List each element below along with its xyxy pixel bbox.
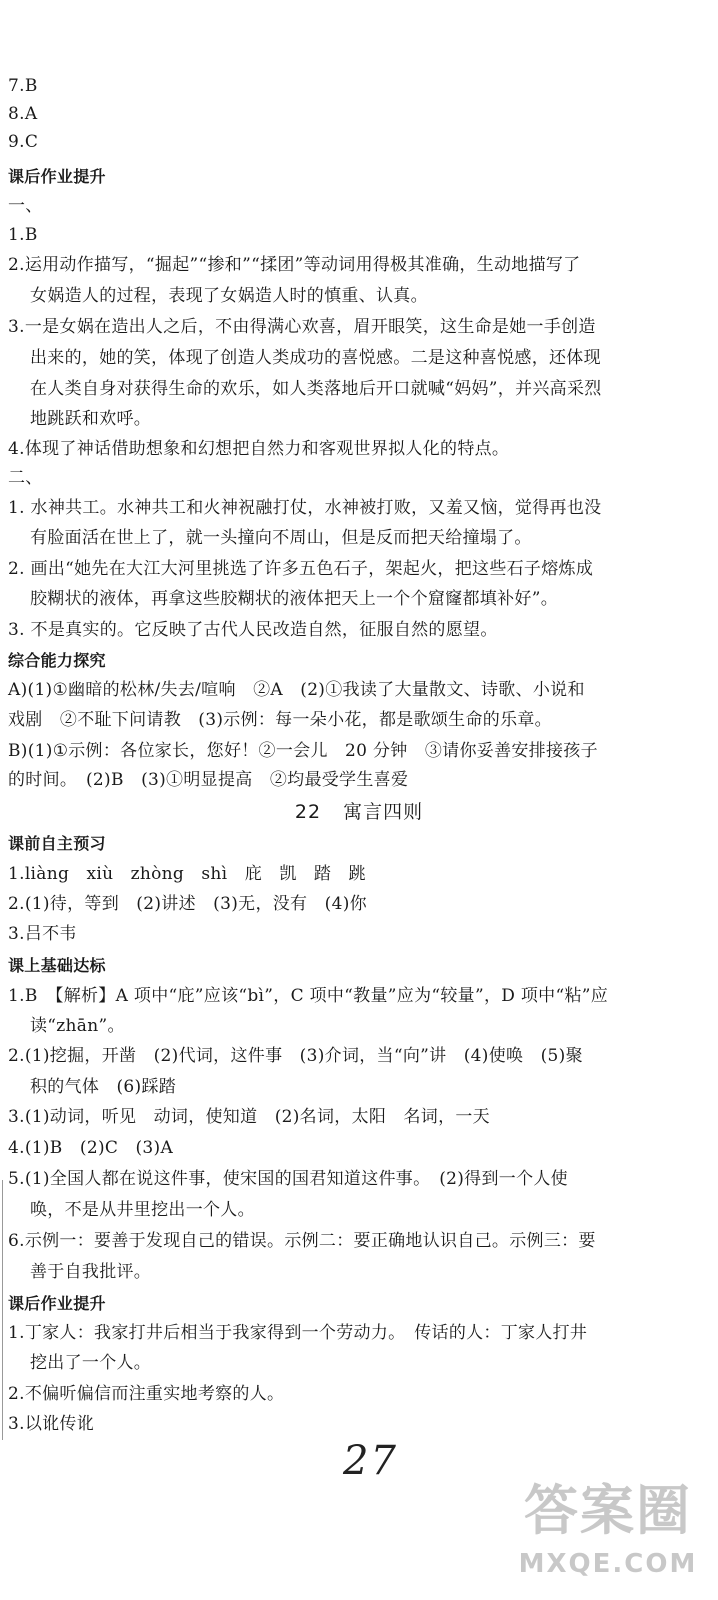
section-heading: 综合能力探究 xyxy=(8,651,106,670)
answer-line: 胶糊状的液体，再拿这些胶糊状的液体把天上一个个窟窿都填补好”。 xyxy=(30,589,558,609)
answer-line: 2.不偏听偏信而注重实地考察的人。 xyxy=(8,1384,285,1404)
watermark-site-text: MXQE.COM xyxy=(518,1549,698,1579)
answer-line: 1.liàng xiù zhòng shì 庇 凯 踏 跳 xyxy=(8,864,366,884)
answer-line: 4.体现了神话借助想象和幻想把自然力和客观世界拟人化的特点。 xyxy=(8,439,510,459)
page-number: 27 xyxy=(343,1438,398,1484)
answer-line: 6.示例一：要善于发现自己的错误。示例二：要正确地认识自己。示例三：要 xyxy=(8,1231,596,1251)
answer-line: 1.丁家人：我家打井后相当于我家得到一个劳动力。 传话的人：丁家人打井 xyxy=(8,1323,588,1343)
answer-line: 3.吕不韦 xyxy=(8,924,77,944)
chapter-number: 22 xyxy=(294,801,322,823)
answer-line: 1.B 【解析】A 项中“庇”应该“bì”，C 项中“教量”应为“较量”，D 项中“粘”应 xyxy=(8,986,609,1006)
watermark-logo xyxy=(508,1476,708,1594)
answer-line: 3.(1)动词，听见 动词，使知道 (2)名词，太阳 名词，一天 xyxy=(8,1107,490,1127)
answer-line: 4.(1)B (2)C (3)A xyxy=(8,1138,174,1158)
section-heading: 课前自主预习 xyxy=(8,834,106,853)
answer-line: 出来的，她的笑，体现了创造人类成功的喜悦感。二是这种喜悦感，还体现 xyxy=(30,348,601,368)
answer-line: 9.C xyxy=(8,132,39,152)
answer-line: A)(1)①幽暗的松林/失去/喧响 ②A (2)①我读了大量散文、诗歌、小说和 xyxy=(8,680,585,700)
answer-line: 在人类自身对获得生命的欢乐，如人类落地后开口就喊“妈妈”，并兴高采烈 xyxy=(30,379,602,399)
answer-line: 3.以讹传讹 xyxy=(8,1414,95,1434)
answer-line: 女娲造人的过程，表现了女娲造人时的慎重、认真。 xyxy=(30,286,428,306)
answer-line: 2.(1)挖掘，开凿 (2)代词，这件事 (3)介词，当“向”讲 (4)使唤 (5)聚 xyxy=(8,1046,583,1066)
answer-line: 7.B xyxy=(8,76,38,96)
answer-line: B)(1)①示例：各位家长，您好！②一会儿 20 分钟 ③请你妥善安排接孩子 xyxy=(8,741,598,761)
section-heading: 课后作业提升 xyxy=(8,1294,106,1313)
answer-line: 唤，不是从井里挖出一个人。 xyxy=(30,1200,255,1220)
section-heading: 课上基础达标 xyxy=(8,956,106,975)
section-heading: 课后作业提升 xyxy=(8,167,106,186)
answer-line: 1. 水神共工。水神共工和火神祝融打仗，水神被打败，又羞又恼，觉得再也没 xyxy=(8,498,602,518)
answer-line: 2. 画出“她先在大江大河里挑选了许多五色石子，架起火，把这些石子熔炼成 xyxy=(8,559,594,579)
answer-line: 积的气体 (6)踩踏 xyxy=(30,1077,177,1097)
answer-line: 戏剧 ②不耻下问请教 (3)示例：每一朵小花，都是歌颂生命的乐章。 xyxy=(8,710,552,730)
answer-line: 挖出了一个人。 xyxy=(30,1353,152,1373)
watermark-logo-text: 答案圈 xyxy=(524,1479,692,1542)
part-heading: 二、 xyxy=(8,468,43,488)
answer-line: 有脸面活在世上了，就一头撞向不周山，但是反而把天给撞塌了。 xyxy=(30,528,532,548)
answer-line: 2.(1)待，等到 (2)讲述 (3)无，没有 (4)你 xyxy=(8,894,367,914)
answer-line: 读“zhān”。 xyxy=(30,1016,125,1036)
answer-line: 的时间。 (2)B (3)①明显提高 ②均最受学生喜爱 xyxy=(8,770,409,790)
answer-line: 5.(1)全国人都在说这件事，使宋国的国君知道这件事。 (2)得到一个人使 xyxy=(8,1169,568,1189)
chapter-name: 寓言四则 xyxy=(343,801,424,823)
answer-line: 1.B xyxy=(8,225,38,245)
answer-line: 3. 不是真实的。它反映了古代人民改造自然，征服自然的愿望。 xyxy=(8,620,498,640)
answer-line: 2.运用动作描写，“掘起”“掺和”“揉团”等动词用得极其准确，生动地描写了 xyxy=(8,255,581,275)
answer-line: 3.一是女娲在造出人之后，不由得满心欢喜，眉开眼笑，这生命是她一手创造 xyxy=(8,317,596,337)
margin-mark xyxy=(2,1180,3,1440)
part-heading: 一、 xyxy=(8,196,43,216)
chapter-title xyxy=(0,797,718,824)
answer-line: 地跳跃和欢呼。 xyxy=(30,409,152,429)
answer-line: 8.A xyxy=(8,104,38,124)
answer-line: 善于自我批评。 xyxy=(30,1262,152,1282)
